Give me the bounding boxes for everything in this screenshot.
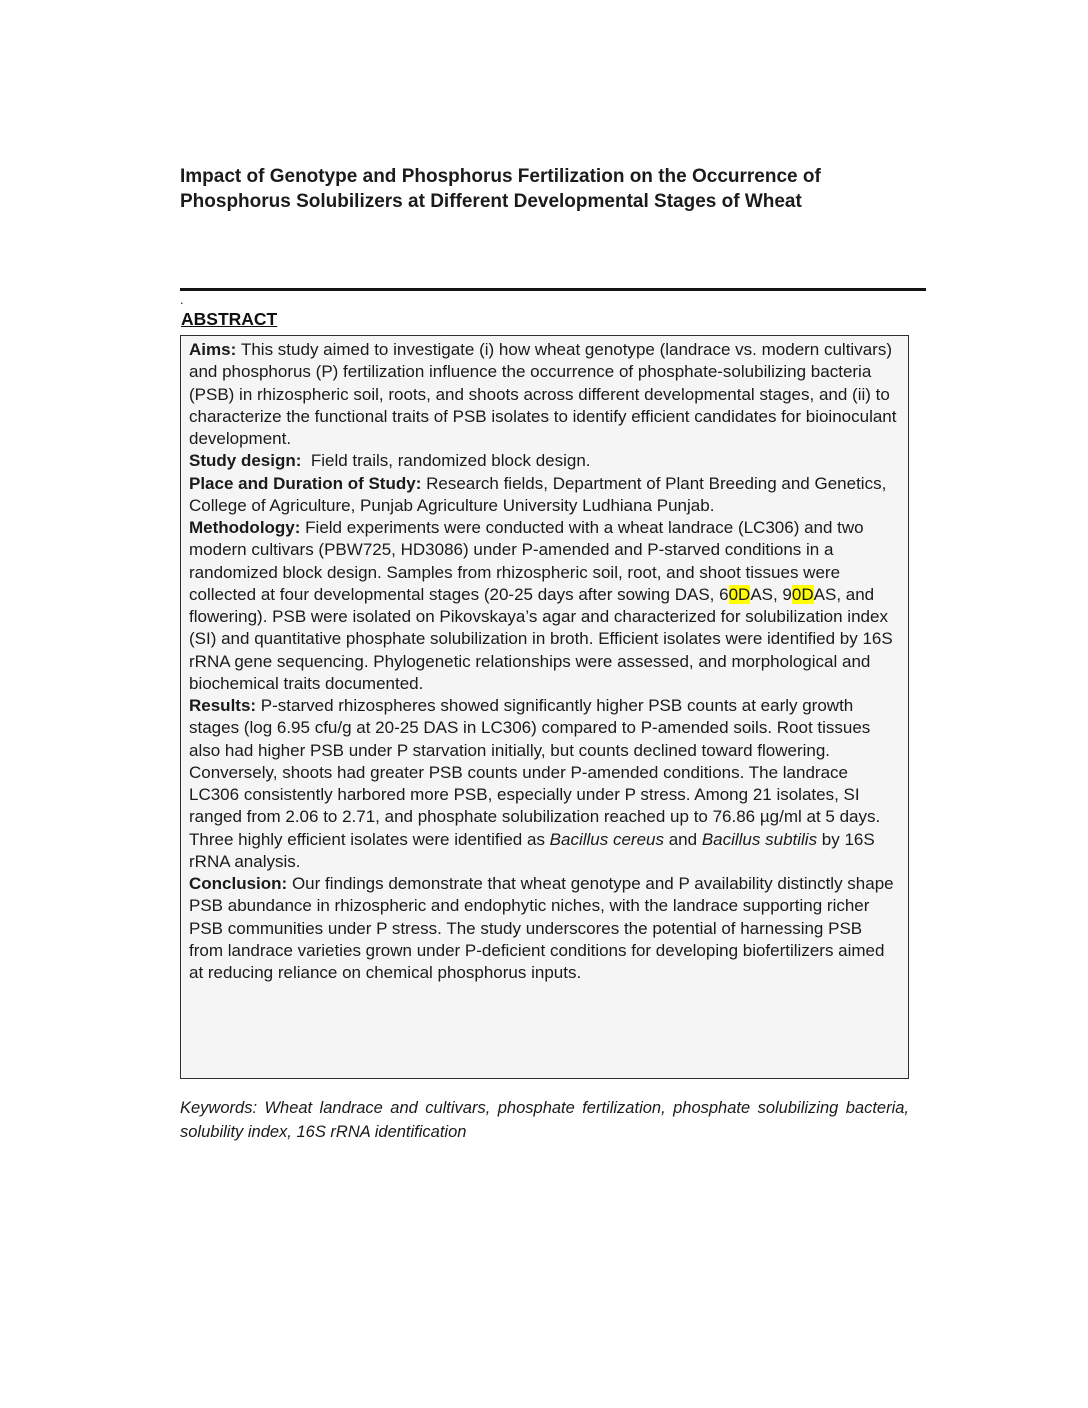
abstract-box (180, 335, 909, 1079)
stray-period: . (180, 292, 184, 307)
abstract-paragraph: Aims: This study aimed to investigate (i) how wheat genotype (landrace vs. modern cultivars) and phosphorus (P) fertilization influence the occurrence of phosphate-solubilizing bacteria (PSB) in rhizospheric soil, roots, and shoots across different developmental stages, and (ii) to characterize the functional traits of PSB isolates to identify efficient candidates for bioinoculant development. (189, 340, 902, 448)
keywords-line: Keywords: Wheat landrace and cultivars, phosphate fertilization, phosphate solubilizing bacteria, solubility index, 16S rRNA identification (180, 1099, 909, 1141)
abstract-heading: ABSTRACT (181, 309, 278, 329)
horizontal-rule (180, 288, 926, 291)
abstract-paragraph: Results: P-starved rhizospheres showed significantly higher PSB counts at early growth stages (log 6.95 cfu/g at 20-25 DAS in LC306) compared to P-amended soils. Root tissues also had higher PSB under P starvation initially, but counts declined toward flowering. Conversely, shoots had greater PSB counts under P-amended conditions. The landrace LC306 consistently harbored more PSB, especially under P stress. Among 21 isolates, SI ranged from 2.06 to 2.71, and phosphate solubilization reached up to 76.86 µg/ml at 5 days. Three highly efficient isolates were identified as Bacillus cereus and Bacillus subtilis by 16S rRNA analysis. (189, 696, 885, 871)
highlighted-text: 0D (791, 584, 814, 604)
abstract-paragraph: Study design: Field trails, randomized block design. (189, 451, 591, 471)
abstract-paragraph: Conclusion: Our findings demonstrate that wheat genotype and P availability distinctly shape PSB abundance in rhizospheric and endophytic niches, with the landrace supporting richer PSB communities under P stress. The study underscores the potential of harnessing PSB from landrace varieties grown under P-deficient conditions for developing biofertilizers aimed at reducing reliance on chemical phosphorus inputs. (189, 874, 899, 982)
highlighted-text: 0D (728, 584, 751, 604)
abstract-paragraph: Methodology: Field experiments were conducted with a wheat landrace (LC306) and two modern cultivars (PBW725, HD3086) under P-amended and P-starved conditions in a randomized block design. Samples from rhizospheric soil, root, and shoot tissues were collected at four developmental stages (20-25 days after sowing DAS, 60DAS, 90DAS, and flowering). PSB were isolated on Pikovskaya’s agar and characterized for solubilization index (SI) and quantitative phosphate solubilization in broth. Efficient isolates were identified by 16S rRNA gene sequencing. Phylogenetic relationships were assessed, and morphological and biochemical traits documented. (189, 518, 898, 693)
paper-title-line-2: Phosphorus Solubilizers at Different Developmental Stages of Wheat (180, 190, 802, 212)
abstract-paragraph: Place and Duration of Study: Research fields, Department of Plant Breeding and Genetics, College of Agriculture, Punjab Agriculture University Ludhiana Punjab. (189, 473, 892, 515)
paper-title (180, 165, 926, 214)
paper-title-line-1: Impact of Genotype and Phosphorus Fertilization on the Occurrence of (180, 166, 821, 187)
